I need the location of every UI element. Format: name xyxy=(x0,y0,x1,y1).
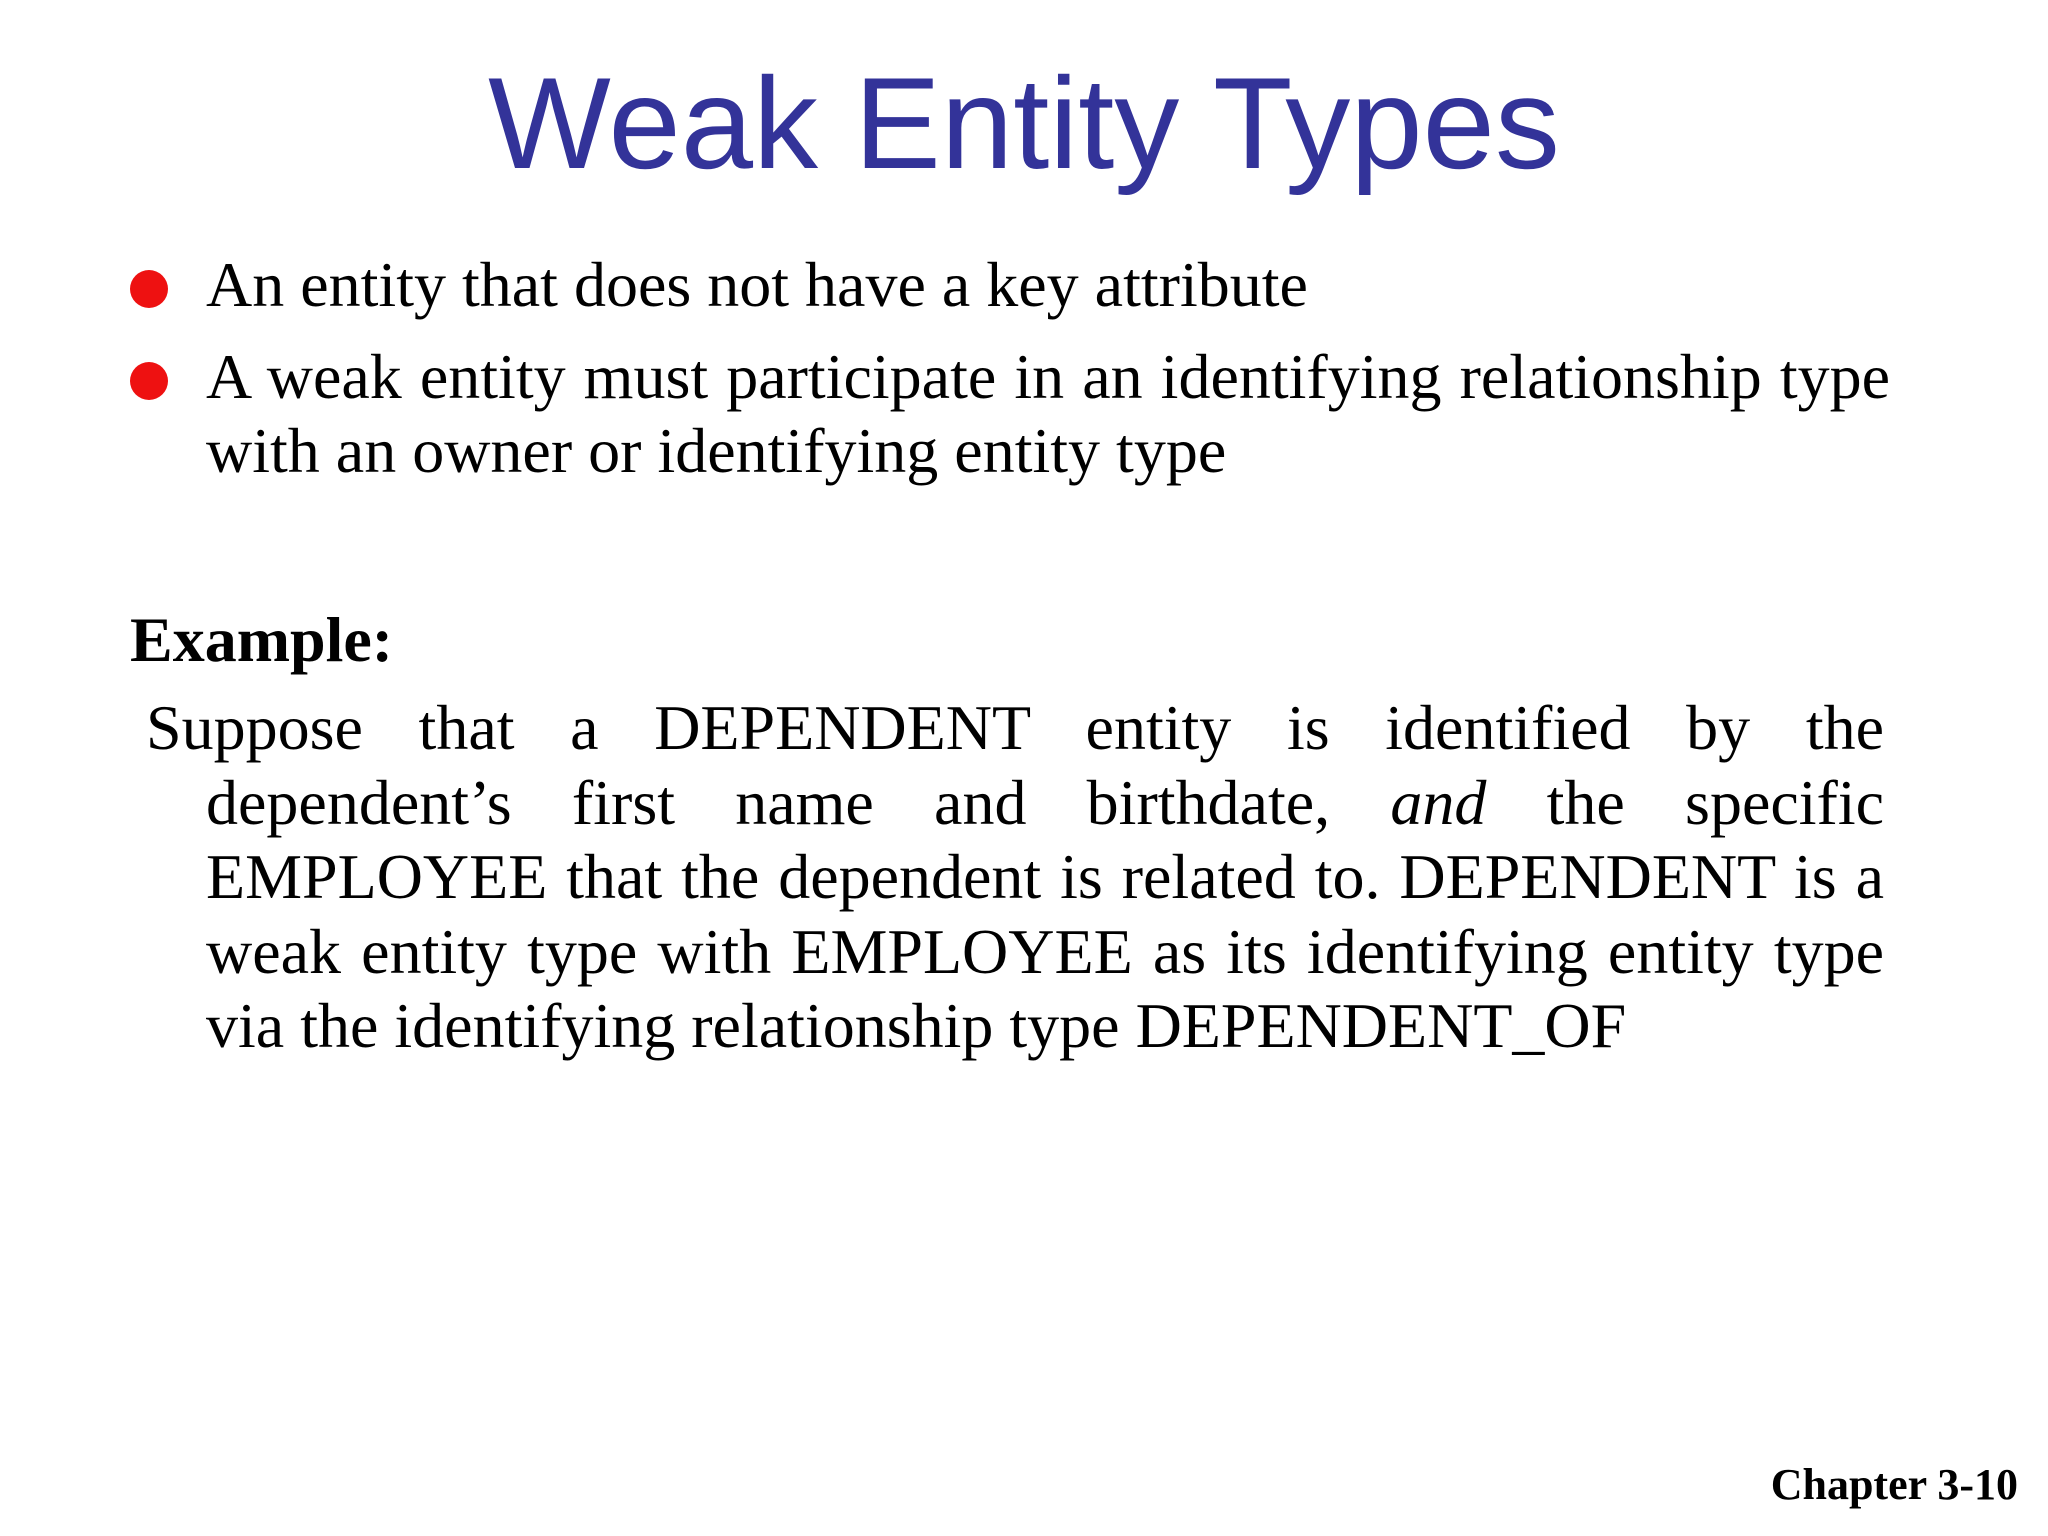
chapter-footer: Chapter 3-10 xyxy=(1770,1460,2018,1509)
bullet-dot-icon xyxy=(130,362,168,400)
slide-title: Weak Entity Types xyxy=(488,50,1560,196)
example-emphasis: and xyxy=(1390,766,1487,838)
example-heading: Example: xyxy=(130,604,394,675)
bullet-item xyxy=(130,248,1890,322)
bullet-text: An entity that does not have a key attribute xyxy=(206,249,1308,320)
bullet-text: A weak entity must participate in an identifying relationship type with an owner or identifying entity type xyxy=(206,341,1890,486)
bullet-dot-icon xyxy=(130,270,168,308)
bullet-list xyxy=(130,248,1890,506)
example-text-start: Suppose that a DEPENDENT entity is identified by the dependent’s first name and birthdate, xyxy=(146,692,1884,838)
example-body xyxy=(146,691,1885,1064)
bullet-item xyxy=(130,340,1890,488)
example-text-end: the specific EMPLOYEE that the dependent is related to. DEPENDENT is a weak entity type with EMPLOYEE as its identifying entity type via the identifying relationship type DEPENDENT_OF xyxy=(206,766,1885,1061)
